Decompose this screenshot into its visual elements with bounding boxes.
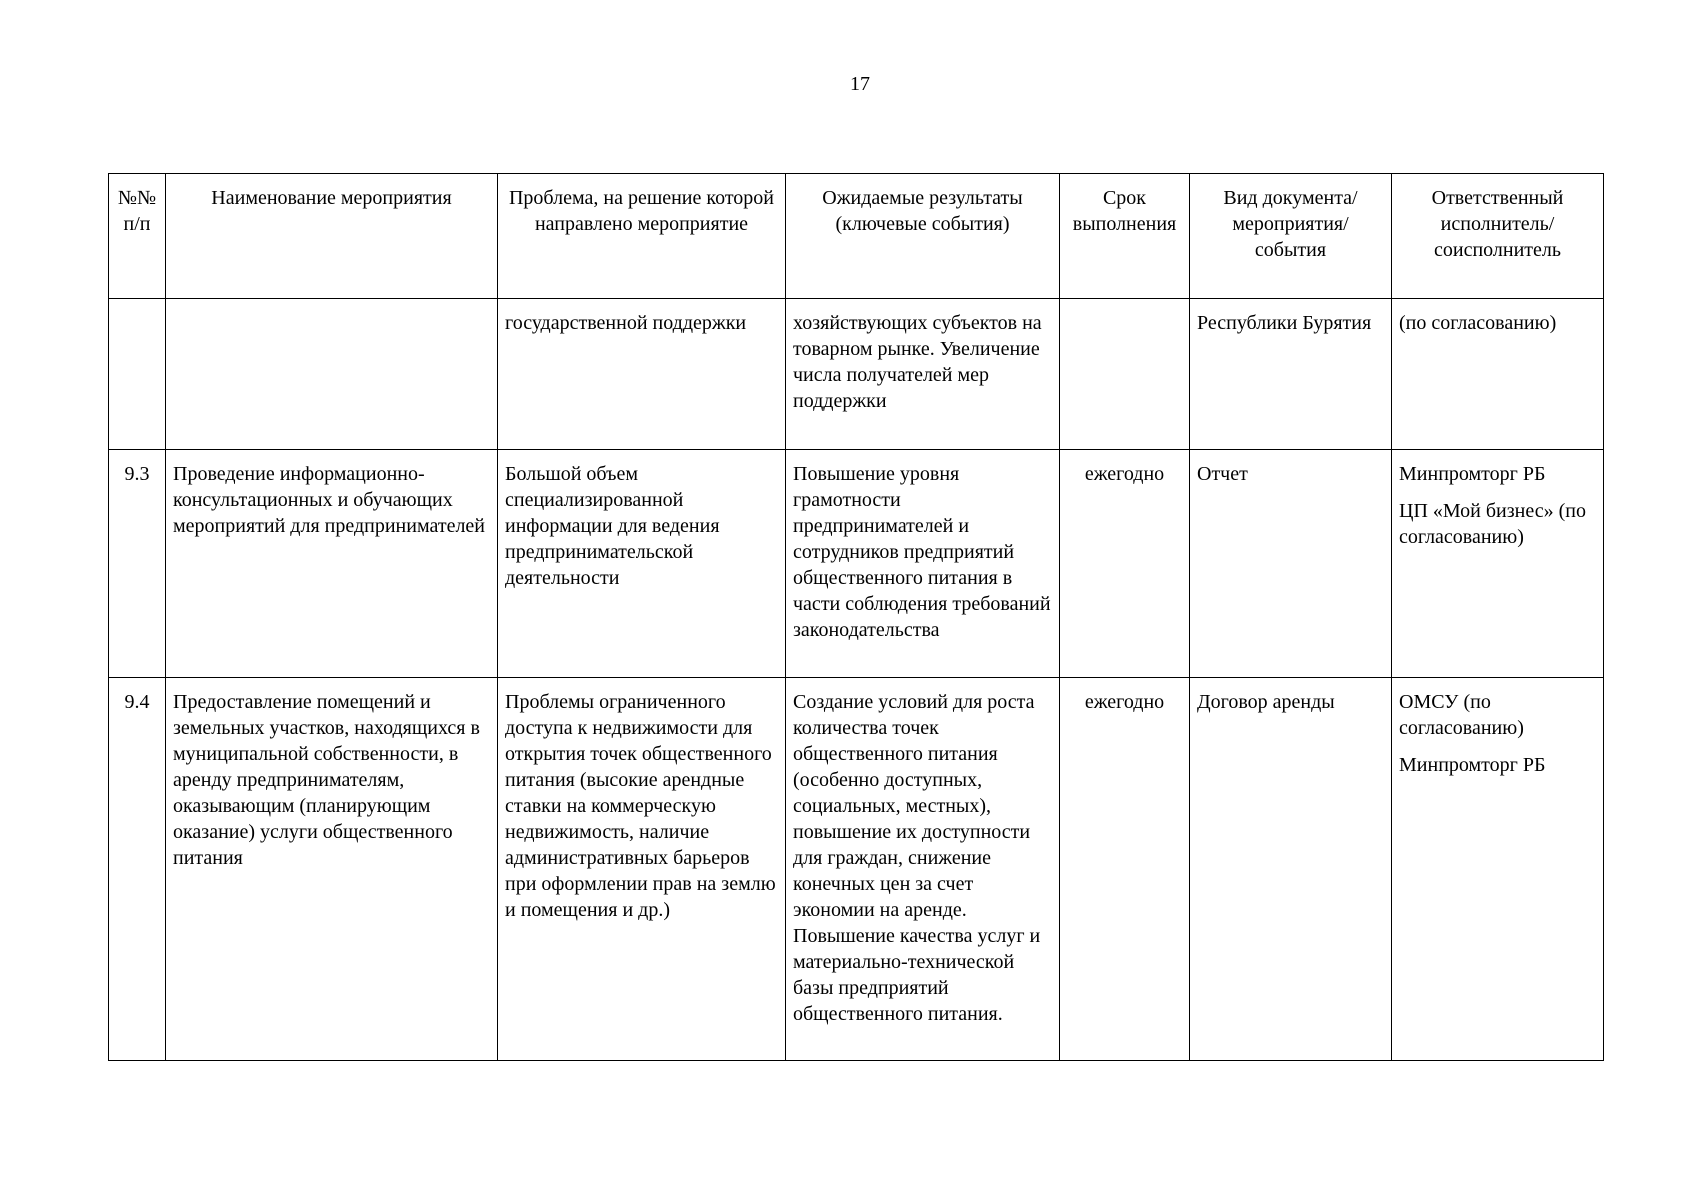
- cell-doc: Республики Бурятия: [1190, 299, 1392, 450]
- cell-problem: государственной поддержки: [498, 299, 786, 450]
- cell-results: Создание условий для роста количества точек общественного питания (особенно доступных, социальных, местных), повышение их доступности для граждан, снижение конечных цен за счет экономии на аренде. Повышение качества услуг и материально-технической базы предприятий общественного питания.: [786, 678, 1060, 1061]
- cell-num: 9.3: [109, 450, 166, 678]
- cell-name: Предоставление помещений и земельных участков, находящихся в муниципальной собственности, в аренду предпринимателям, оказывающим (планирующим оказание) услуги общественного питания: [166, 678, 498, 1061]
- cell-problem: Проблемы ограниченного доступа к недвижимости для открытия точек общественного питания (высокие арендные ставки на коммерческую недвижимость, наличие административных барьеров при оформлении прав на землю и помещения и др.): [498, 678, 786, 1061]
- header-num: №№ п/п: [109, 174, 166, 299]
- cell-responsible: [1392, 299, 1604, 450]
- cell-problem: Большой объем специализированной информации для ведения предпринимательской деятельности: [498, 450, 786, 678]
- cell-term: ежегодно: [1060, 678, 1190, 1061]
- cell-results: хозяйствующих субъектов на товарном рынке. Увеличение числа получателей мер поддержки: [786, 299, 1060, 450]
- header-name: Наименование мероприятия: [166, 174, 498, 299]
- responsible-line: ОМСУ (по согласованию): [1399, 691, 1524, 739]
- cell-term: ежегодно: [1060, 450, 1190, 678]
- cell-num: 9.4: [109, 678, 166, 1061]
- responsible-line: Минпромторг РБ: [1399, 463, 1546, 485]
- cell-doc: Отчет: [1190, 450, 1392, 678]
- header-doc: Вид документа/ мероприятия/ события: [1190, 174, 1392, 299]
- page-number: 17: [850, 73, 870, 95]
- table-row: [109, 299, 1604, 450]
- header-term: Срок выполнения: [1060, 174, 1190, 299]
- responsible-line: ЦП «Мой бизнес» (по согласованию): [1399, 500, 1586, 548]
- header-results: Ожидаемые результаты (ключевые события): [786, 174, 1060, 299]
- header-problem: Проблема, на решение которой направлено мероприятие: [498, 174, 786, 299]
- cell-term: [1060, 299, 1190, 450]
- table-row: [109, 450, 1604, 678]
- cell-name: [166, 299, 498, 450]
- responsible-line: Минпромторг РБ: [1399, 754, 1546, 776]
- cell-results: Повышение уровня грамотности предпринимателей и сотрудников предприятий общественного питания в части соблюдения требований законодательства: [786, 450, 1060, 678]
- cell-doc: Договор аренды: [1190, 678, 1392, 1061]
- cell-responsible: [1392, 450, 1604, 678]
- responsible-line: (по согласованию): [1399, 312, 1557, 334]
- measures-table: [108, 173, 1604, 1061]
- header-responsible: Ответственный исполнитель/ соисполнитель: [1392, 174, 1604, 299]
- cell-responsible: [1392, 678, 1604, 1061]
- table-header-row: [109, 174, 1604, 299]
- cell-num: [109, 299, 166, 450]
- table-row: [109, 678, 1604, 1061]
- cell-name: Проведение информационно-консультационных и обучающих мероприятий для предпринимателей: [166, 450, 498, 678]
